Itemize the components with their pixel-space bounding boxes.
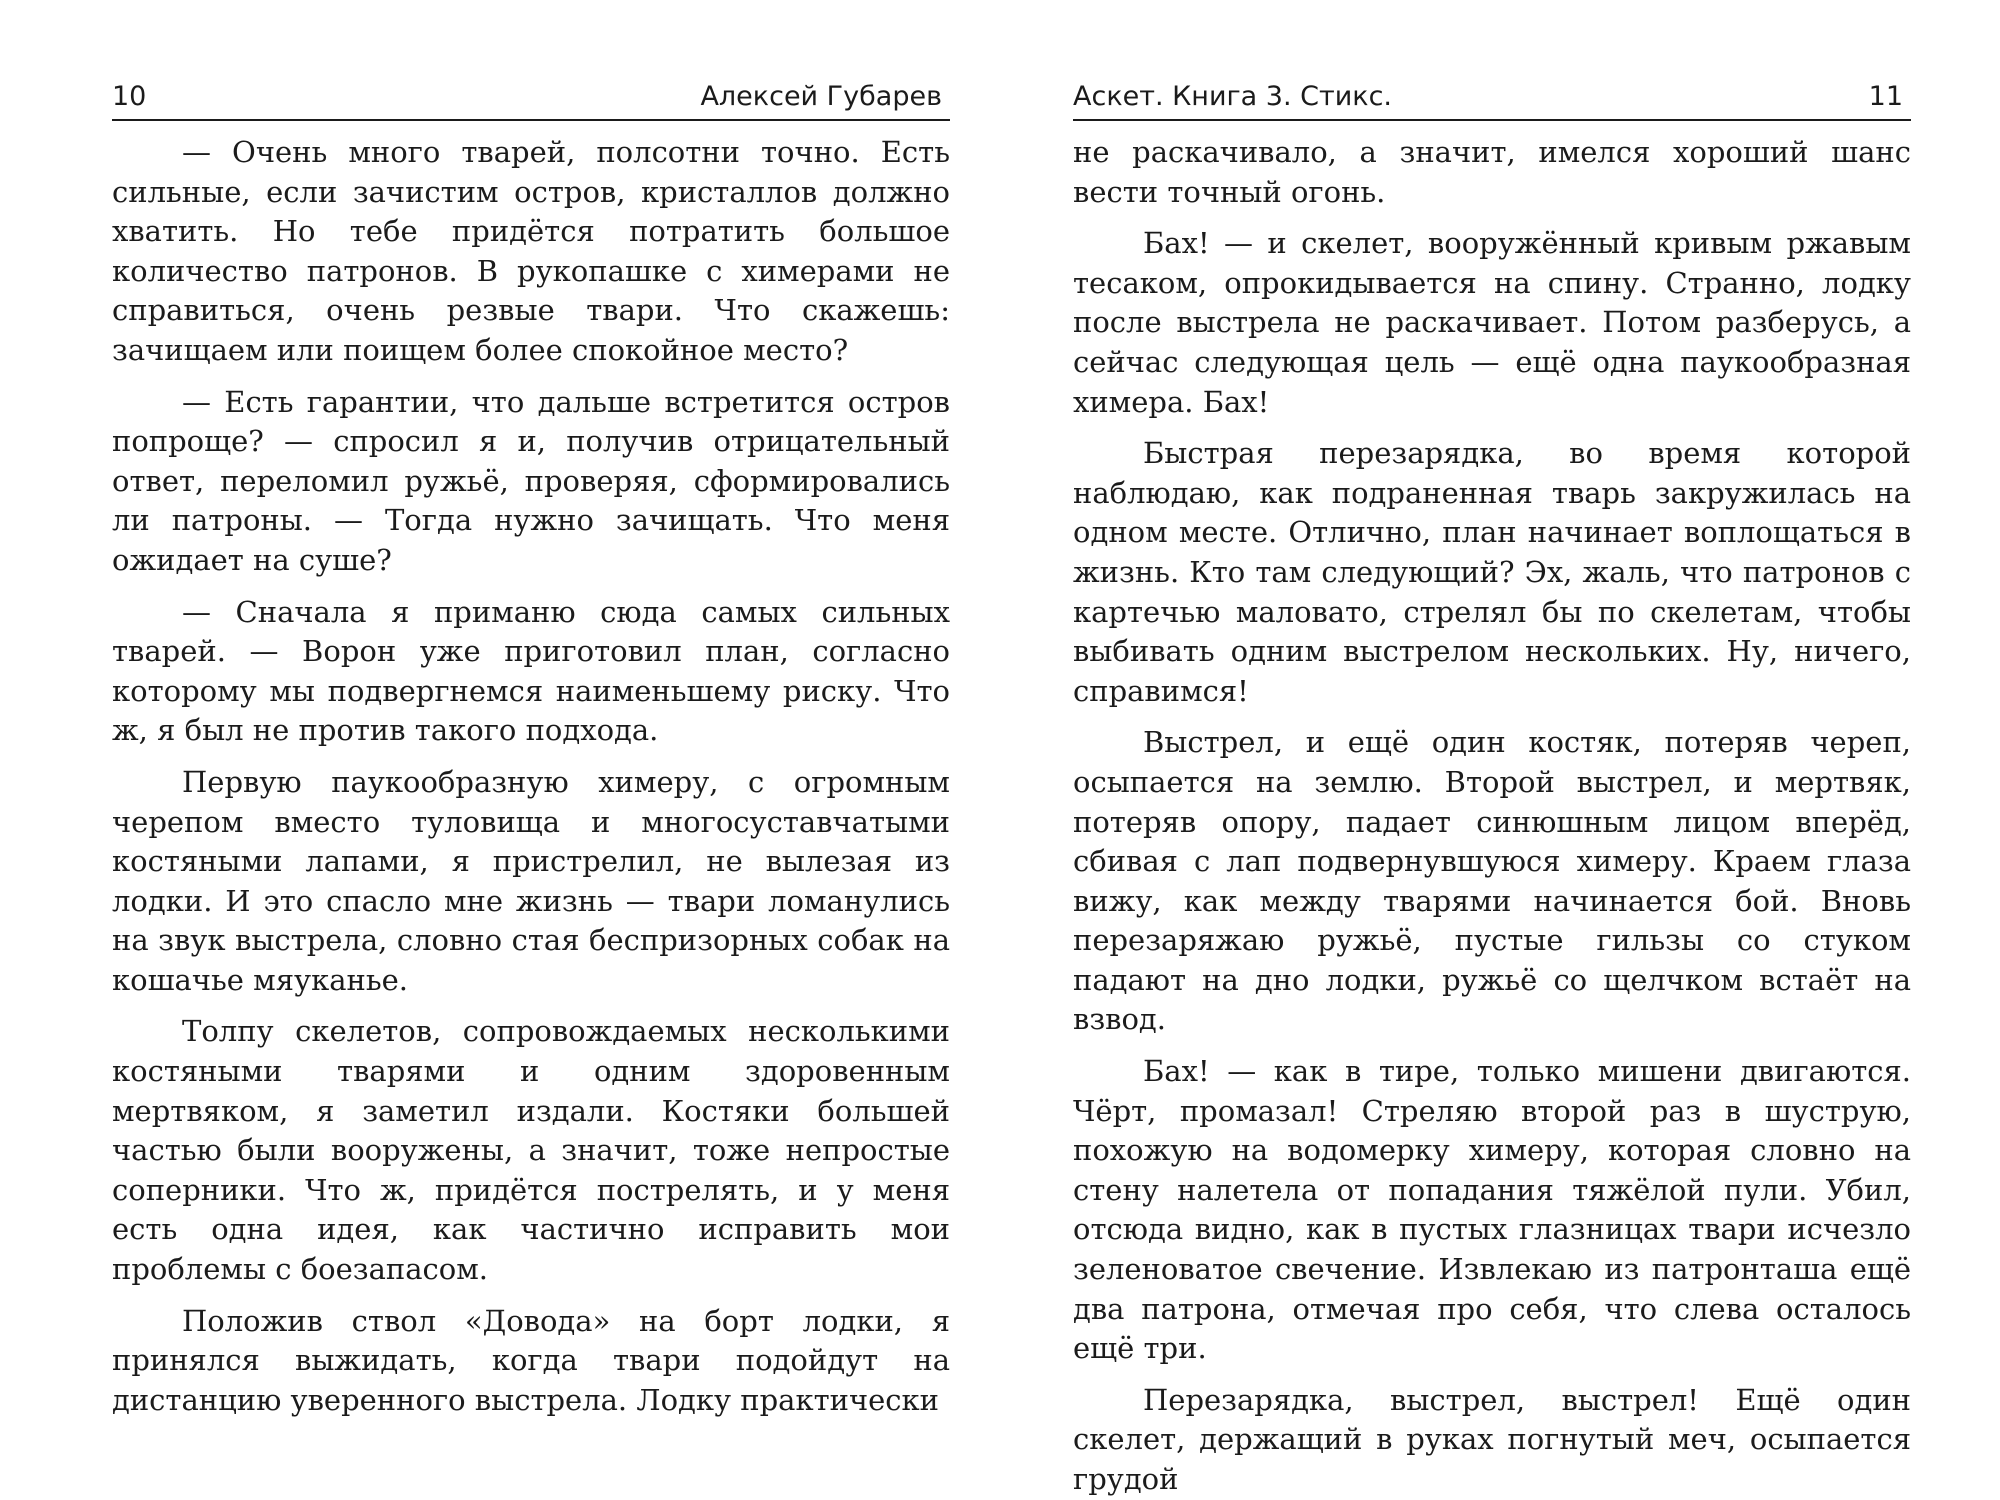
running-head-author: Алексей Губарев: [700, 81, 942, 112]
left-page-body: [112, 133, 950, 1420]
paragraph: Выстрел, и ещё один костяк, потеряв череп, осыпается на землю. Второй выстрел, и мертвяк, потеряв опору, падает синюшным лицом вперёд, сбивая с лап подвернувшуюся химеру. Краем глаза вижу, как между тварями начинается бой. Вновь перезаряжаю ружьё, пустые гильзы со стуком падают на дно лодки, ружьё со щелчком встаёт на взвод.: [1073, 725, 1911, 1037]
left-page: [112, 0, 950, 1470]
header-rule: [1073, 119, 1911, 121]
paragraph: Первую паукообразную химеру, с огромным черепом вместо туловища и многосуставчатыми костяными лапами, я пристрелил, не вылезая из лодки. И это спасло мне жизнь — твари ломанулись на звук выстрела, словно стая беспризорных собак на кошачье мяуканье.: [112, 764, 950, 997]
paragraph-continuation: не раскачивало, а значит, имелся хороший шанс вести точный огонь.: [1073, 135, 1911, 209]
paragraph: Толпу скелетов, сопровождаемых несколькими костяными тварями и одним здоровенным мертвяком, я заметил издали. Костяки большей частью были вооружены, а значит, тоже непростые соперники. Что ж, придётся пострелять, и у меня есть одна идея, как частично исправить мои проблемы с боезапасом.: [112, 1014, 950, 1287]
paragraph: Быстрая перезарядка, во время которой наблюдаю, как подраненная тварь закружилась на одном месте. Отлично, план начинает воплощаться в жизнь. Кто там следующий? Эх, жаль, что патронов с картечью маловато, стрелял бы по скелетам, чтобы выбивать одним выстрелом нескольких. Ну, ничего, справимся!: [1073, 436, 1911, 708]
right-page-body: [1073, 133, 1911, 1500]
paragraph: — Есть гарантии, что дальше встретится остров попроще? — спросил я и, получив отрицательный ответ, переломил ружьё, проверяя, сформировались ли патроны. — Тогда нужно зачищать. Что меня ожидает на суше?: [112, 384, 950, 577]
page-number: 10: [112, 81, 147, 112]
paragraph: Бах! — как в тире, только мишени двигаются. Чёрт, промазал! Стреляю второй раз в шуструю, похожую на водомерку химеру, которая словно на стену налетела от попадания тяжёлой пули. Убил, отсюда видно, как в пустых глазницах твари исчезло зеленоватое свечение. Извлекаю из патронташа ещё два патрона, отмечая про себя, что слева осталось ещё три.: [1073, 1054, 1911, 1366]
paragraph: Положив ствол «Довода» на борт лодки, я принялся выжидать, когда твари подойдут на дистанцию уверенного выстрела. Лодку практически: [112, 1303, 950, 1417]
paragraph: Бах! — и скелет, вооружённый кривым ржавым тесаком, опрокидывается на спину. Странно, лодку после выстрела не раскачивает. Потом разберусь, а сейчас следующая цель — ещё одна паукообразная химера. Бах!: [1073, 226, 1911, 419]
paragraph: Перезарядка, выстрел, выстрел! Ещё один скелет, держащий в руках погнутый меч, осыпается грудой: [1073, 1382, 1911, 1496]
left-page-header: [112, 76, 950, 118]
paragraph: — Сначала я приманю сюда самых сильных тварей. — Ворон уже приготовил план, согласно которому мы подвергнемся наименьшему риску. Что ж, я был не против такого подхода.: [112, 594, 950, 748]
right-page-header: [1073, 76, 1911, 118]
running-head-title: Аскет. Книга 3. Стикс.: [1073, 81, 1393, 112]
right-page: [1073, 0, 1911, 1496]
paragraph: — Очень много тварей, полсотни точно. Есть сильные, если зачистим остров, кристаллов должно хватить. Но тебе придётся потратить большое количество патронов. В рукопашке с химерами не справиться, очень резвые твари. Что скажешь: зачищаем или поищем более спокойное место?: [112, 135, 950, 367]
page-number: 11: [1868, 81, 1903, 112]
header-rule: [112, 119, 950, 121]
